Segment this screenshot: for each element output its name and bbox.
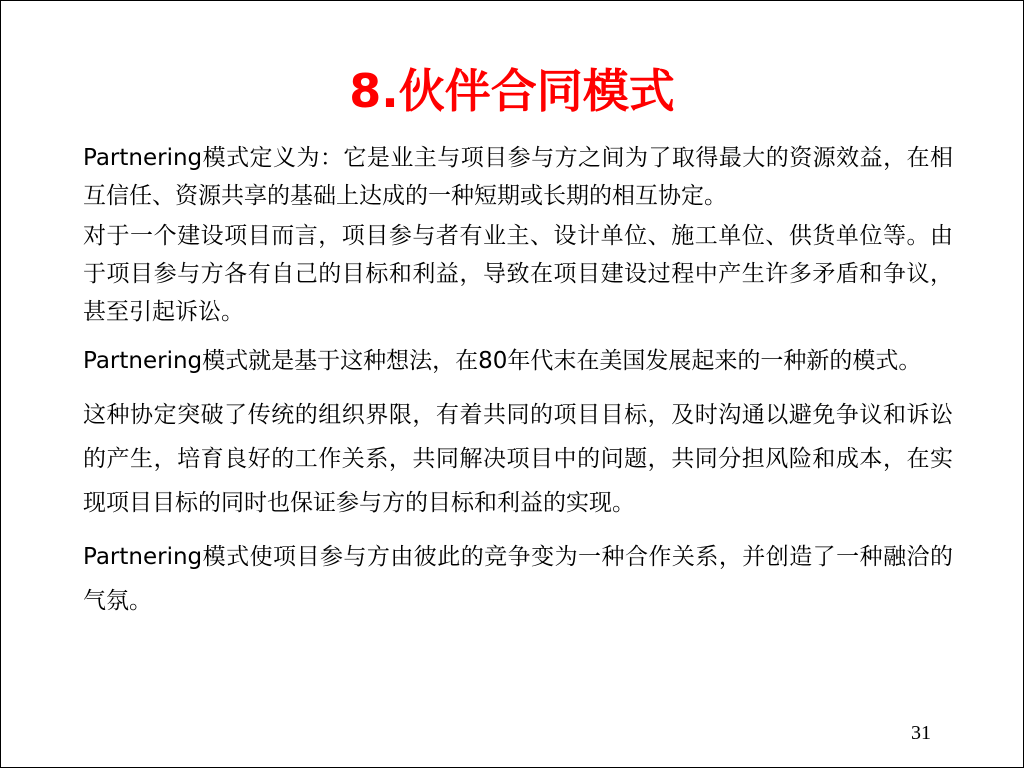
paragraph-agreement-benefits: 这种协定突破了传统的组织界限，有着共同的项目目标，及时沟通以避免争议和诉讼的产生，培育良好的工作关系，共同解决项目中的问题，共同分担风险和成本，在实现项目目标的同时也保证参与方的目标和利益的实现。 bbox=[83, 402, 953, 516]
paragraph-cooperation: Partnering模式使项目参与方由彼此的竞争变为一种合作关系，并创造了一种融洽的气氛。 bbox=[83, 544, 953, 614]
slide-body bbox=[83, 139, 953, 623]
paragraph-definition: Partnering模式定义为：它是业主与项目参与方之间为了取得最大的资源效益，在相互信任、资源共享的基础上达成的一种短期或长期的相互协定。 bbox=[83, 145, 953, 209]
page-number: 31 bbox=[911, 722, 931, 744]
paragraph-participants: 对于一个建设项目而言，项目参与者有业主、设计单位、施工单位、供货单位等。由于项目参与方各有自己的目标和利益，导致在项目建设过程中产生许多矛盾和争议，甚至引起诉讼。 bbox=[83, 223, 953, 325]
slide-title: 8.伙伴合同模式 bbox=[349, 64, 675, 118]
paragraph-origin: Partnering模式就是基于这种想法，在80年代末在美国发展起来的一种新的模式。 bbox=[83, 348, 922, 374]
